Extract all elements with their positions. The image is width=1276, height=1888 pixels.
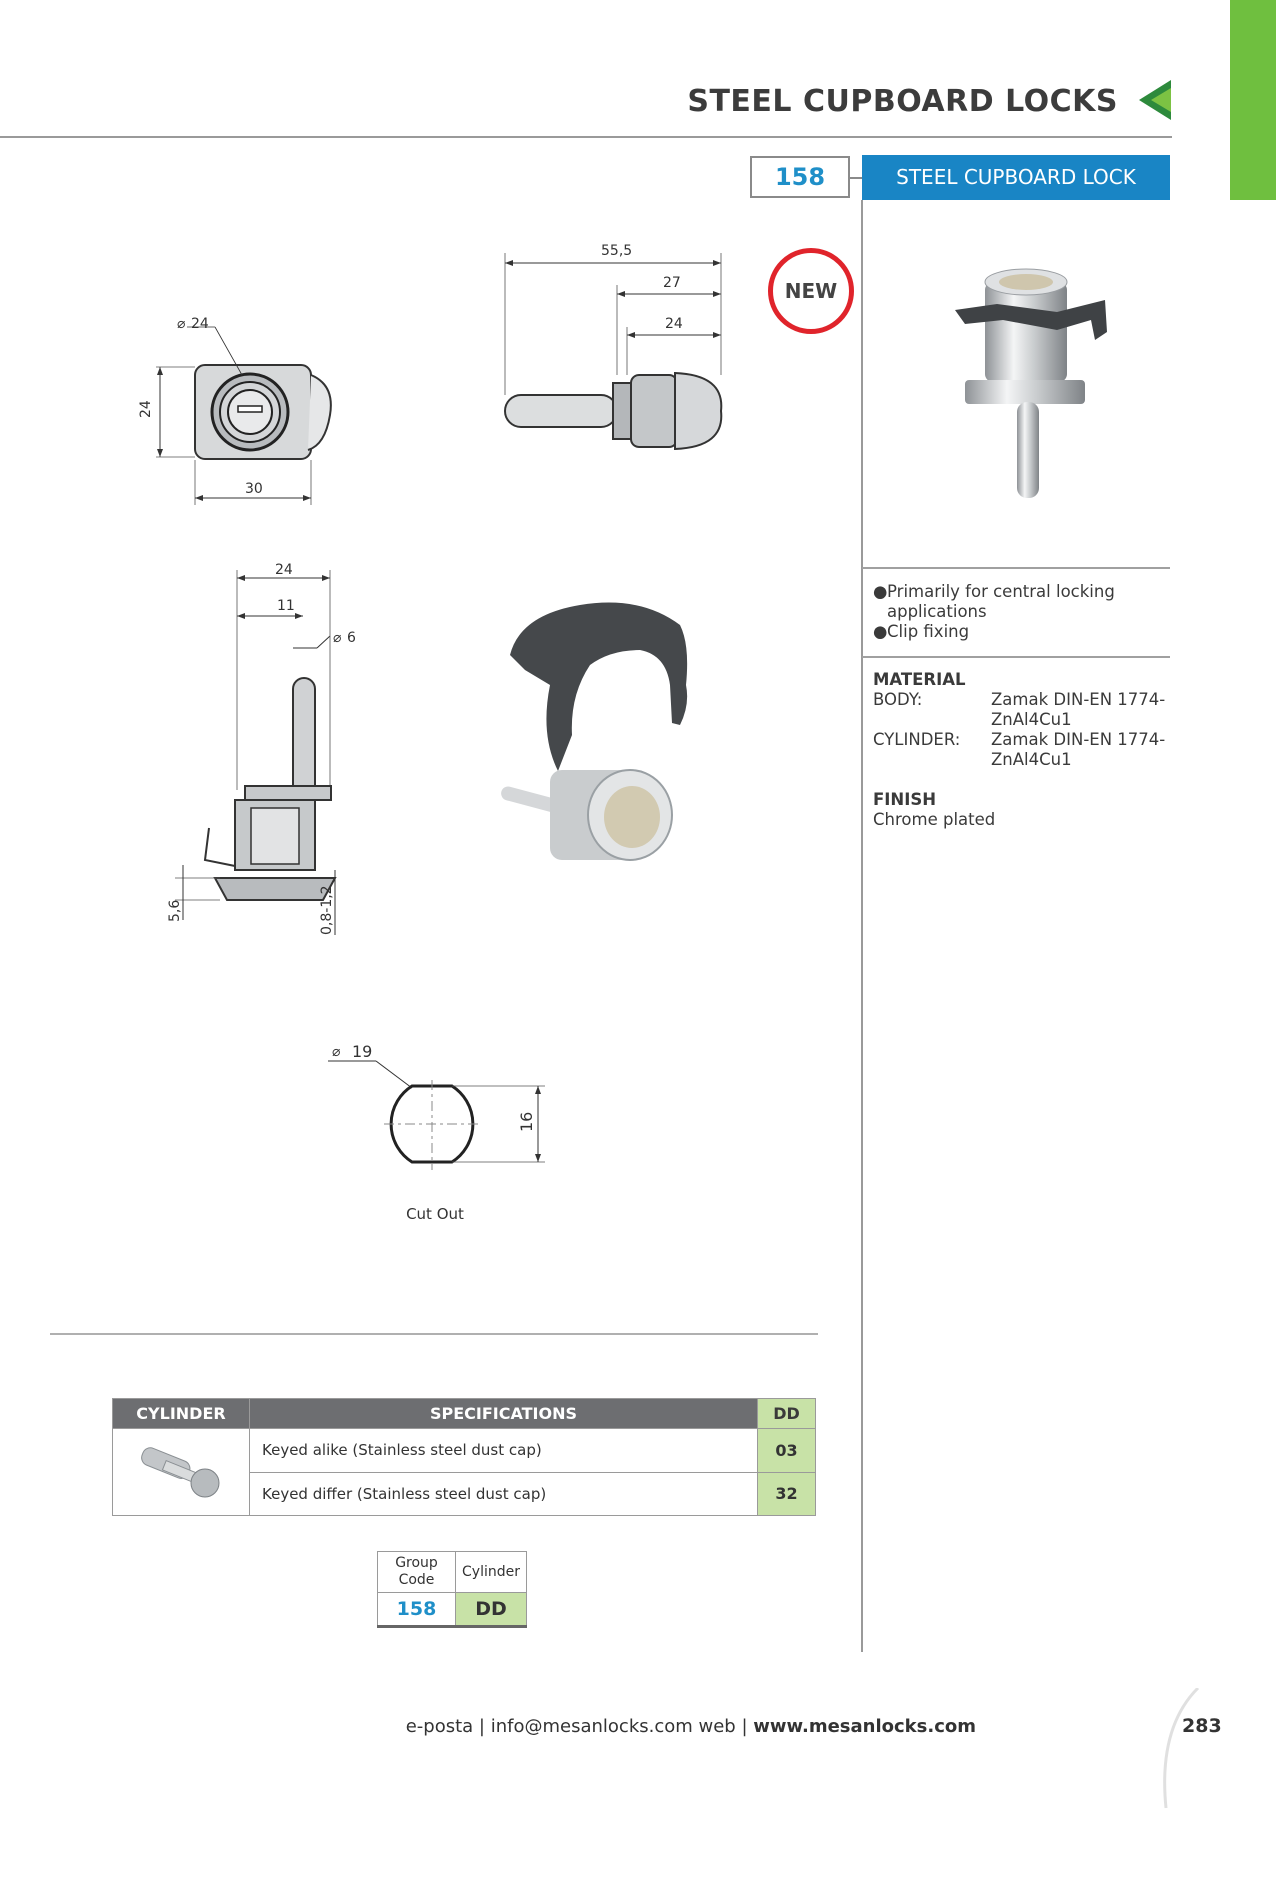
table-row	[113, 1429, 816, 1473]
cylinder-value: DD	[456, 1593, 527, 1627]
page-title: STEEL CUPBOARD LOCKS	[687, 84, 1118, 119]
material-section	[873, 670, 1168, 830]
dim-diameter: 24	[191, 316, 209, 332]
cylinder-image-cell	[113, 1429, 250, 1516]
column-header-dd: DD	[758, 1399, 816, 1429]
feature-item: ● Primarily for central locking applications	[873, 582, 1115, 621]
cylinder-key-photo	[113, 1429, 249, 1511]
exploded-product-photo	[490, 595, 710, 895]
group-code-table-wrap	[377, 1551, 527, 1628]
dim-cutout-flat: 16	[517, 1111, 536, 1132]
product-name-banner: STEEL CUPBOARD LOCK	[862, 155, 1170, 200]
group-code-value: 158	[378, 1593, 456, 1627]
material-row-body: BODY: Zamak DIN-EN 1774-ZnAl4Cu1	[873, 690, 1166, 729]
spec-keyed-alike: Keyed alike (Stainless steel dust cap)	[250, 1429, 758, 1473]
sidebar-rule	[862, 656, 1170, 658]
bullet-icon: ●	[873, 582, 888, 601]
feature-list	[873, 582, 1163, 642]
section-view-drawing	[165, 560, 395, 940]
sidebar-rule	[862, 567, 1170, 569]
finish-heading: FINISH	[873, 790, 937, 809]
spec-keyed-differ: Keyed differ (Stainless steel dust cap)	[250, 1472, 758, 1516]
group-value-row	[378, 1593, 527, 1627]
cutout-drawing	[320, 1030, 560, 1190]
column-header-specifications: SPECIFICATIONS	[250, 1399, 758, 1429]
page-number: 283	[1182, 1715, 1222, 1737]
diameter-symbol: ⌀	[177, 316, 186, 332]
dim-section-width: 24	[275, 562, 293, 578]
material-row-cylinder: CYLINDER: Zamak DIN-EN 1774-ZnAl4Cu1	[873, 730, 1166, 769]
dim-flange: 5,6	[167, 899, 183, 922]
header-divider	[0, 136, 1172, 138]
new-badge: NEW	[768, 248, 854, 334]
bullet-icon: ●	[873, 622, 888, 641]
specifications-table	[112, 1398, 816, 1516]
cylinder-header: Cylinder	[456, 1552, 527, 1593]
code-keyed-alike: 03	[758, 1429, 816, 1473]
front-view-drawing	[130, 305, 360, 505]
code-keyed-differ: 32	[758, 1472, 816, 1516]
sidebar-divider	[861, 200, 863, 1652]
material-heading: MATERIAL	[873, 670, 966, 689]
footer-email-link[interactable]: info@mesanlocks.com	[490, 1716, 693, 1737]
cutout-caption: Cut Out	[406, 1205, 464, 1223]
finish-value: Chrome plated	[873, 810, 996, 829]
code-connector-tick	[848, 165, 850, 189]
dim-pin-diameter: 6	[347, 630, 356, 646]
diameter-symbol: ⌀	[332, 1044, 341, 1060]
dim-mid-length: 27	[663, 275, 681, 291]
group-header-row	[378, 1552, 527, 1593]
product-photo	[945, 262, 1115, 512]
column-header-cylinder: CYLINDER	[113, 1399, 250, 1429]
group-code-table	[377, 1551, 527, 1628]
dim-offset: 11	[277, 598, 295, 614]
side-view-drawing	[495, 235, 735, 465]
green-arrow-icon	[1137, 78, 1173, 122]
group-code-header: Group Code	[378, 1552, 456, 1593]
dim-total-length: 55,5	[601, 243, 633, 259]
footer-web-link[interactable]: www.mesanlocks.com	[753, 1716, 976, 1737]
code-connector	[848, 177, 862, 179]
dim-height: 24	[138, 400, 154, 418]
dim-width: 30	[245, 481, 263, 497]
dim-panel-thickness: 0,8-1,2	[319, 885, 335, 935]
diameter-symbol: ⌀	[333, 630, 342, 646]
table-header-row	[113, 1399, 816, 1429]
feature-item: ● Clip fixing	[873, 622, 970, 641]
dim-cutout-diameter: 19	[352, 1042, 373, 1061]
footer-contact: e-posta | info@mesanlocks.com web | www.mesanlocks.com	[405, 1716, 976, 1737]
content-divider	[50, 1333, 818, 1335]
section-color-tab	[1230, 0, 1276, 200]
dim-inner-length: 24	[665, 316, 683, 332]
product-code-box: 158	[750, 156, 850, 198]
